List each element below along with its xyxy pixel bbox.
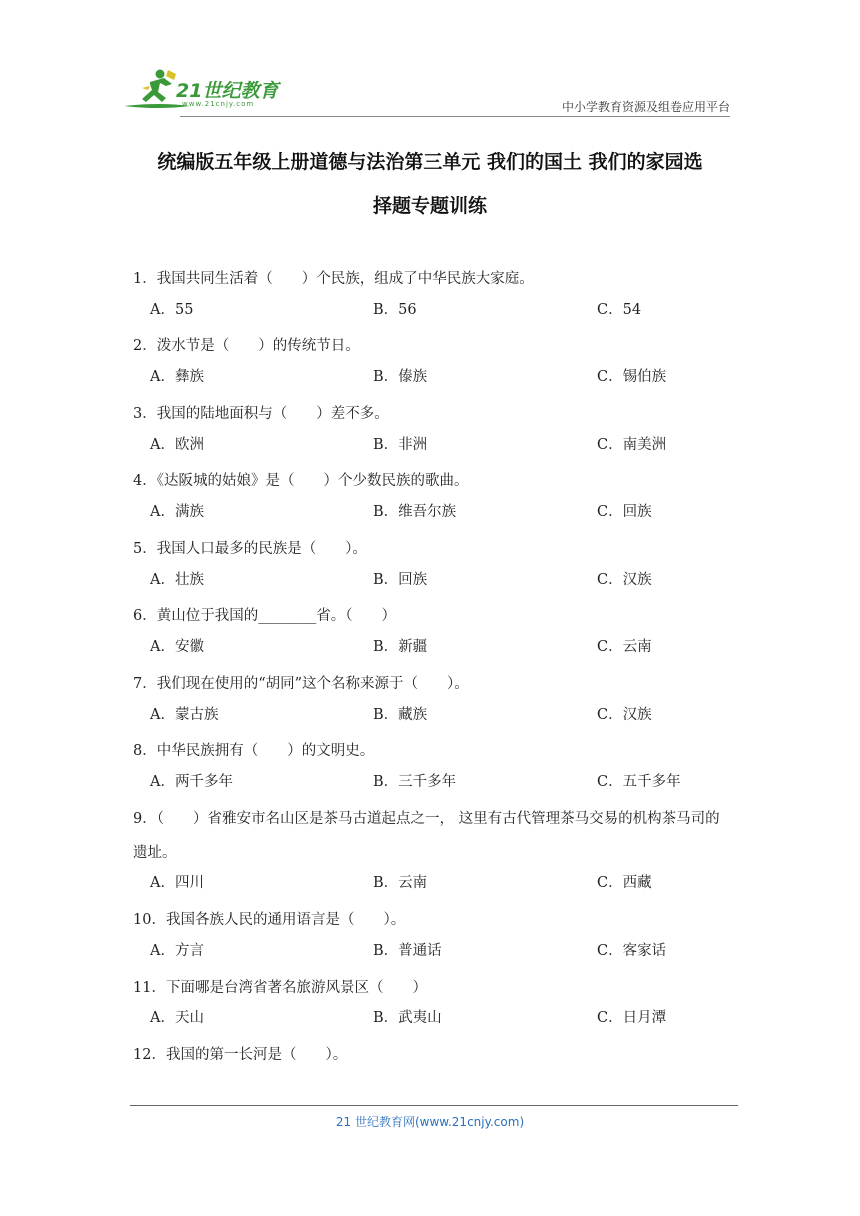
answer-option: A．四川 bbox=[150, 875, 204, 891]
question-text: 11．下面哪是台湾省著名旅游风景区（ ） bbox=[133, 980, 427, 996]
logo-text: 21世纪教育 bbox=[176, 80, 279, 102]
question-text: 12．我国的第一长河是（ ）。 bbox=[133, 1047, 348, 1063]
answer-option: B．56 bbox=[373, 302, 417, 318]
answer-option: C．汉族 bbox=[597, 572, 652, 588]
question-text: 10．我国各族人民的通用语言是（ ）。 bbox=[133, 912, 406, 928]
answer-option: C．锡伯族 bbox=[597, 369, 667, 385]
answer-option: C．日月潭 bbox=[597, 1010, 667, 1026]
document-title-line-1: 统编版五年级上册道德与法治第三单元 我们的国土 我们的家园选 bbox=[157, 151, 703, 173]
answer-option: C．南美洲 bbox=[597, 437, 667, 453]
question-text: 6．黄山位于我国的________省。（ ） bbox=[133, 608, 396, 624]
answer-option: B．云南 bbox=[373, 875, 428, 891]
question-text: 1．我国共同生活着（ ）个民族，组成了中华民族大家庭。 bbox=[133, 271, 534, 287]
answer-option: B．三千多年 bbox=[373, 774, 457, 790]
answer-option: A．安徽 bbox=[150, 639, 204, 655]
question-text: 8．中华民族拥有（ ）的文明史。 bbox=[133, 743, 375, 759]
page-header bbox=[120, 62, 740, 118]
question-text: 7．我们现在使用的“胡同”这个名称来源于（ ）。 bbox=[133, 676, 469, 692]
answer-option: B．普通话 bbox=[373, 943, 442, 959]
answer-option: B．回族 bbox=[373, 572, 428, 588]
answer-option: B．非洲 bbox=[373, 437, 428, 453]
answer-option: C．五千多年 bbox=[597, 774, 681, 790]
answer-option: C．汉族 bbox=[597, 707, 652, 723]
header-divider bbox=[180, 116, 730, 117]
answer-option: A．蒙古族 bbox=[150, 707, 219, 723]
footer-divider bbox=[130, 1105, 738, 1106]
answer-option: B．藏族 bbox=[373, 707, 428, 723]
platform-name: 中小学教育资源及组卷应用平台 bbox=[561, 100, 730, 114]
document-title-line-2: 择题专题训练 bbox=[372, 195, 487, 217]
answer-option: C．云南 bbox=[597, 639, 652, 655]
footer-link[interactable]: 21 世纪教育网(www.21cnjy.com) bbox=[335, 1115, 525, 1129]
answer-option: A．两千多年 bbox=[150, 774, 233, 790]
question-text: 5．我国人口最多的民族是（ ）。 bbox=[133, 541, 367, 557]
answer-option: B．傣族 bbox=[373, 369, 428, 385]
answer-option: B．维吾尔族 bbox=[373, 504, 457, 520]
answer-option: B．武夷山 bbox=[373, 1010, 442, 1026]
question-text: 4．《达阪城的姑娘》是（ ）个少数民族的歌曲。 bbox=[133, 473, 469, 489]
answer-option: A．方言 bbox=[150, 943, 204, 959]
answer-option: C．54 bbox=[597, 302, 642, 318]
answer-option: A．壮族 bbox=[150, 572, 204, 588]
answer-option: A．天山 bbox=[150, 1010, 204, 1026]
logo bbox=[120, 62, 300, 116]
answer-option: B．新疆 bbox=[373, 639, 428, 655]
answer-option: C．西藏 bbox=[597, 875, 652, 891]
question-text: 3．我国的陆地面积与（ ）差不多。 bbox=[133, 406, 389, 422]
answer-option: C．客家话 bbox=[597, 943, 667, 959]
answer-option: A．满族 bbox=[150, 504, 204, 520]
question-text: 2．泼水节是（ ）的传统节日。 bbox=[133, 338, 360, 354]
logo-subtext: www.21cnjy.com bbox=[182, 100, 255, 108]
answer-option: A．欧洲 bbox=[150, 437, 204, 453]
answer-option: A．55 bbox=[150, 302, 194, 318]
answer-option: A．彝族 bbox=[150, 369, 204, 385]
question-text: 9．（ ）省雅安市名山区是茶马古道起点之一， 这里有古代管理茶马交易的机构茶马司的遗址。 bbox=[133, 811, 720, 861]
answer-option: C．回族 bbox=[597, 504, 652, 520]
